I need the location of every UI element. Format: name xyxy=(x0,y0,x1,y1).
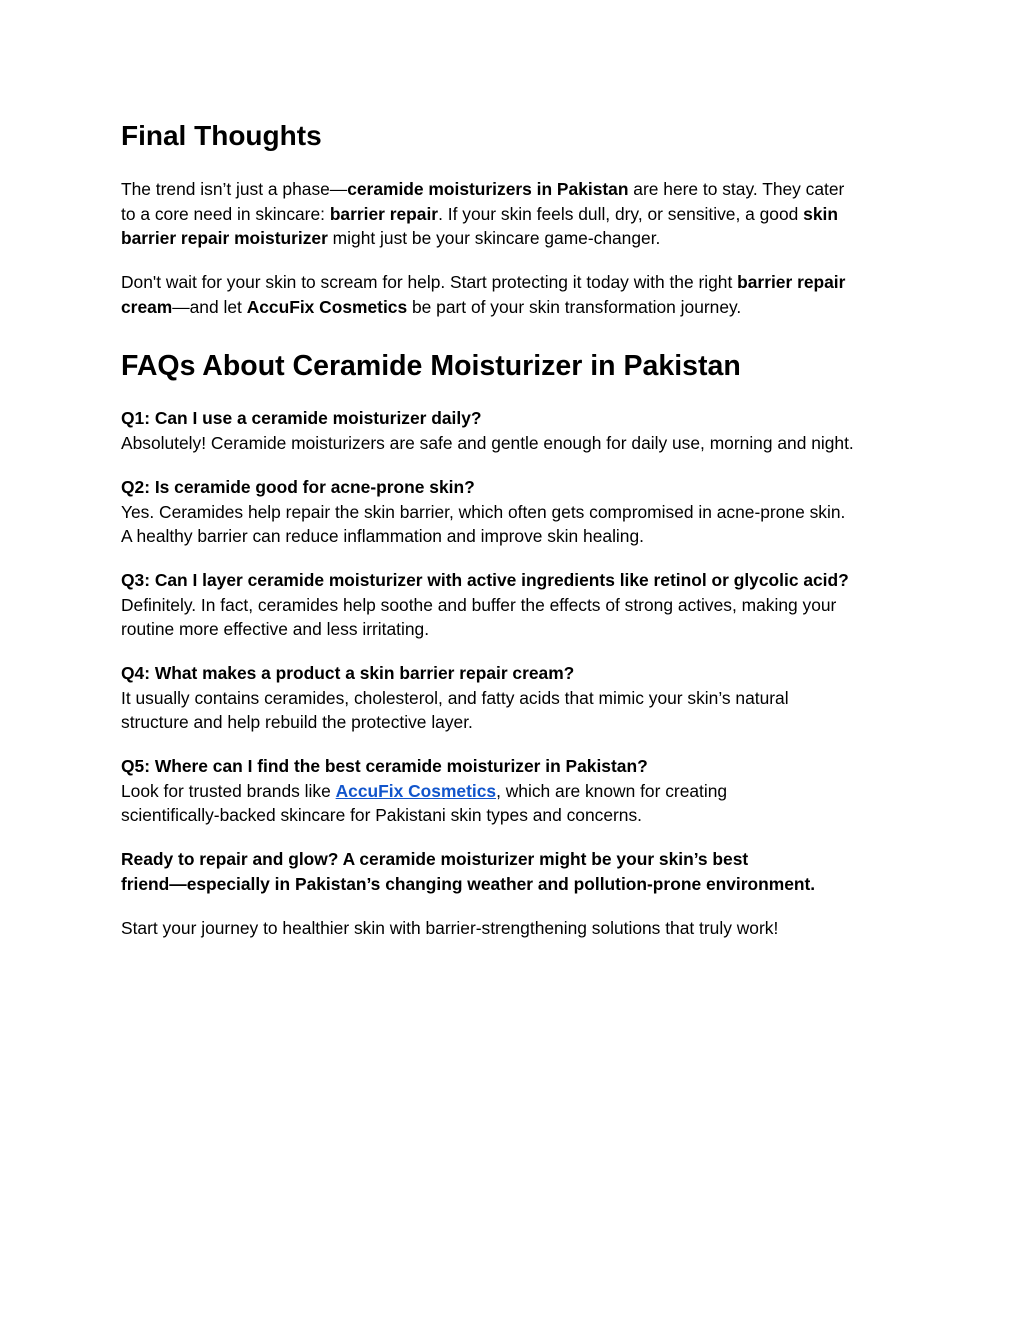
closing-line xyxy=(121,916,778,941)
closing-callout xyxy=(121,847,815,896)
text-line xyxy=(121,754,727,779)
bold-text: skin xyxy=(803,203,838,224)
text: —and let xyxy=(172,296,247,317)
faq-q3 xyxy=(121,568,849,642)
bold-text: barrier repair xyxy=(329,203,439,224)
accufix-cosmetics-link[interactable]: AccuFix Cosmetics xyxy=(335,780,497,801)
text: , which are known for creating xyxy=(496,780,728,801)
bold-text: Q3: Can I layer ceramide moisturizer with active ingredients like retinol or glycolic acid? xyxy=(121,570,849,590)
faq-q5 xyxy=(121,754,727,828)
text-line xyxy=(121,593,849,618)
final-para-2 xyxy=(121,270,845,319)
text-line xyxy=(121,779,727,804)
text: The trend isn’t just a phase— xyxy=(121,179,348,199)
text-line xyxy=(121,475,845,500)
text: might just be your skincare game-changer. xyxy=(327,228,661,248)
bold-text: barrier repair moisturizer xyxy=(121,228,328,248)
text: structure and help rebuild the protective layer. xyxy=(121,712,473,732)
faq-q2 xyxy=(121,475,845,549)
text: are here to stay. They cater xyxy=(628,179,845,199)
text: Don't wait for your skin to scream for help. Start protecting it today with the right xyxy=(121,272,738,292)
bold-text: Q1: Can I use a ceramide moisturizer daily? xyxy=(121,408,482,428)
text-line xyxy=(121,406,854,431)
bold-text: barrier repair xyxy=(737,272,846,292)
text-line xyxy=(121,500,845,525)
text: It usually contains ceramides, cholesterol, and fatty acids that mimic your skin’s natural xyxy=(121,687,789,708)
text-line xyxy=(121,803,727,828)
faq-q1 xyxy=(121,406,854,455)
text: A healthy barrier can reduce inflammation and improve skin healing. xyxy=(121,526,644,546)
text-line xyxy=(121,686,789,711)
text: . If your skin feels dull, dry, or sensitive, a good xyxy=(438,203,804,224)
text-line xyxy=(121,847,815,872)
bold-text: Q5: Where can I find the best ceramide moisturizer in Pakistan? xyxy=(121,756,648,776)
text-line xyxy=(121,177,844,202)
bold-text: friend—especially in Pakistan’s changing weather and pollution-prone environment. xyxy=(121,873,816,894)
text: Yes. Ceramides help repair the skin barrier, which often gets compromised in acne-prone skin. xyxy=(121,501,846,522)
faq-q4 xyxy=(121,661,789,735)
heading-faqs: FAQs About Ceramide Moisturizer in Pakistan xyxy=(121,350,741,382)
text: be part of your skin transformation journey. xyxy=(407,296,742,317)
heading-final-thoughts: Final Thoughts xyxy=(121,120,322,151)
bold-text: Ready to repair and glow? A ceramide moisturizer might be your skin’s best xyxy=(121,849,749,869)
bold-text: AccuFix Cosmetics xyxy=(246,296,408,317)
text: scientifically-backed skincare for Pakistani skin types and concerns. xyxy=(121,805,642,825)
bold-text: Q4: What makes a product a skin barrier repair cream? xyxy=(121,663,575,683)
text-line xyxy=(121,568,849,593)
text: Start your journey to healthier skin with barrier-strengthening solutions that truly work! xyxy=(121,918,779,938)
text: Absolutely! Ceramide moisturizers are safe and gentle enough for daily use, morning and night. xyxy=(121,432,854,453)
text-line xyxy=(121,202,844,227)
final-para-1 xyxy=(121,177,844,251)
text: to a core need in skincare: xyxy=(121,203,330,224)
bold-text: ceramide moisturizers in Pakistan xyxy=(347,179,629,199)
bold-text: Q2: Is ceramide good for acne-prone skin? xyxy=(121,477,475,497)
text-line xyxy=(121,710,789,735)
text-line xyxy=(121,295,845,320)
text: Definitely. In fact, ceramides help soothe and buffer the effects of strong actives, making your xyxy=(121,594,837,615)
text-line xyxy=(121,524,845,549)
text-line xyxy=(121,872,815,897)
text: Look for trusted brands like xyxy=(121,780,336,801)
text-line xyxy=(121,916,778,941)
text-line xyxy=(121,226,844,251)
text-line xyxy=(121,661,789,686)
text-line xyxy=(121,617,849,642)
bold-text: cream xyxy=(121,296,173,317)
text-line xyxy=(121,431,854,456)
text: routine more effective and less irritating. xyxy=(121,619,430,639)
text-line xyxy=(121,270,845,295)
